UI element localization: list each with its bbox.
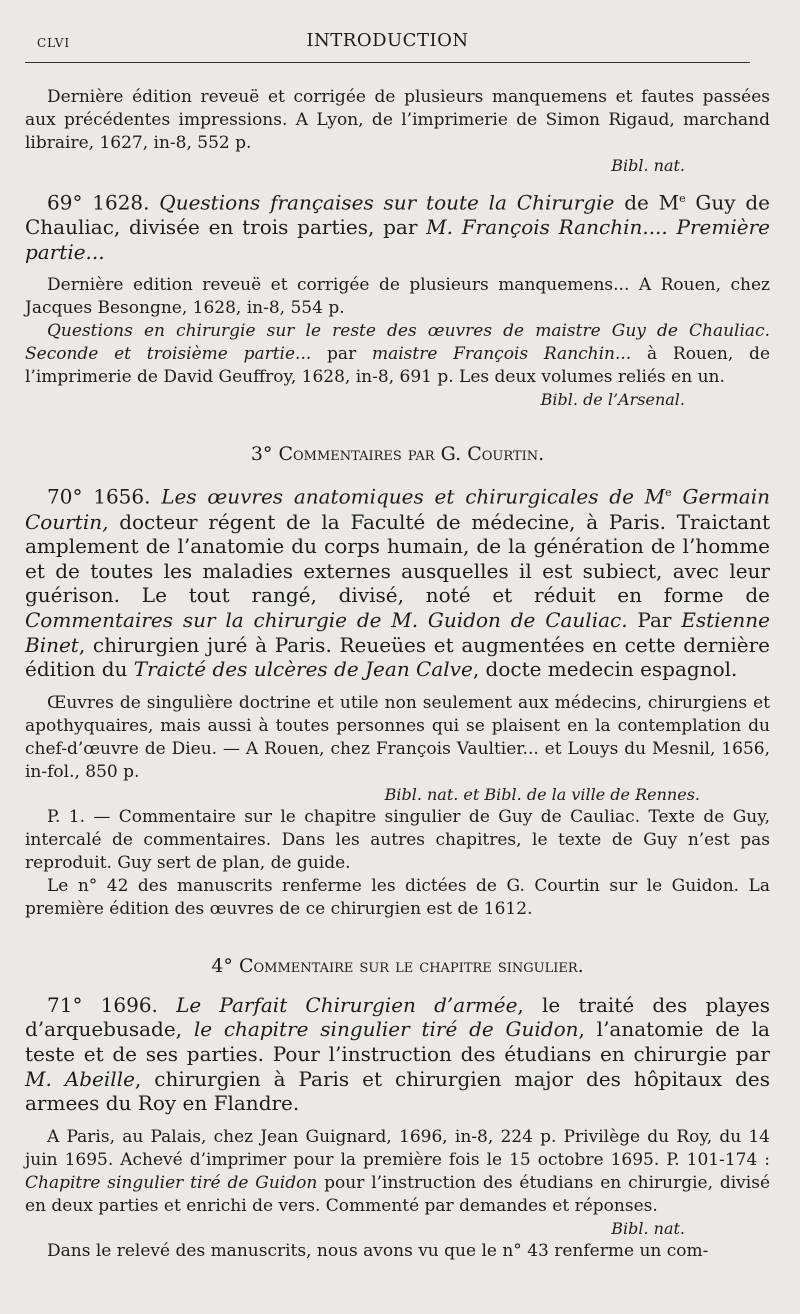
page-body	[25, 86, 770, 1263]
section-heading-4: 4° Commentaire sur le chapitre singulier.	[211, 954, 584, 977]
paragraph-releve: Dans le relevé des manuscrits, nous avons vu que le n° 43 renferme un com-	[47, 1240, 709, 1261]
entry-71-number: 71° 1696.	[47, 992, 158, 1017]
entry-69-number: 69° 1628.	[47, 190, 150, 215]
paragraph-oeuvres: Œuvres de singulière doctrine et utile non seulement aux médecins, chirurgiens et apothyquaires, mais aussi à toutes personnes qui se plaisent en la contemplation du chef-d’œuvre de Dieu. — A Rouen, chez François Vaultier... et Louys du Mesnil, 1656, in-fol., 850 p.	[25, 692, 770, 782]
running-header	[25, 30, 750, 56]
paragraph-edition-1628: Dernière edition reveuë et corrigée de plusieurs manquemens... A Rouen, chez Jacques Besongne, 1628, in-8, 554 p.	[25, 275, 770, 319]
entry-69: 69° 1628. Questions françaises sur toute la Chirurgie de Me Guy de Chauliac, divisée en trois parties, par M. François Ranchin.... Première partie...	[25, 190, 771, 264]
entry-69-title: Questions françaises sur toute la Chirurgie	[159, 190, 615, 215]
page-folio: CLVI	[37, 36, 71, 50]
running-title: INTRODUCTION	[306, 30, 469, 51]
entry-70-number: 70° 1656.	[47, 485, 151, 510]
entry-69-author: M. François Ranchin.... Première partie...	[25, 215, 770, 264]
reference-arsenal: Bibl. de l’Arsenal.	[540, 390, 685, 410]
paragraph-commentaire: P. 1. — Commentaire sur le chapitre singulier de Guy de Cauliac. Texte de Guy, intercalé de commentaires. Dans les autres chapitres, le texte de Guy n’est pas reproduit. Guy sert de plan, de guide.	[25, 806, 770, 873]
paragraph-edition-1627: Dernière édition reveuë et corrigée de plusieurs manquemens et fautes passées aux précédentes impressions. A Lyon, de l’imprimerie de Simon Rigaud, marchand libraire, 1627, in-8, 552 p.	[25, 87, 770, 153]
entry-71: 71° 1696. Le Parfait Chirurgien d’armée, le traité des playes d’arquebusade, le chapitre singulier tiré de Guidon, l’anatomie de la teste et de ses parties. Pour l’instruction des étudians en chirurgie par M. Abeille, chirurgien à Paris et chirurgien major des hôpitaux des armees du Roy en Flandre.	[25, 992, 771, 1116]
section-heading-3: 3° Commentaires par G. Courtin.	[250, 443, 545, 466]
paragraph-manuscrit-42: Le n° 42 des manuscrits renferme les dictées de G. Courtin sur le Guidon. La première édition des œuvres de ce chirurgien est de 1612.	[25, 875, 770, 919]
reference-rennes: Bibl. nat. et Bibl. de la ville de Rennes.	[384, 784, 700, 804]
reference-bibl-nat: Bibl. nat.	[611, 156, 685, 175]
entry-70: 70° 1656. Les œuvres anatomiques et chirurgicales de Me Germain Courtin, docteur régent de la Faculté de médecine, à Paris. Traictant amplement de l’anatomie du corps humain, de la génération de l’homme et de toutes les maladies externes ausquelles il est subiect, avec leur guérison. Le tout rangé, divisé, noté et réduit en forme de Commentaires sur la chirurgie de M. Guidon de Cauliac. Par Estienne Binet, chirurgien juré à Paris. Reueües et augmentées en cette dernière édition du Traicté des ulcères de Jean Calve, docte medecin espagnol.	[25, 485, 771, 682]
header-rule	[25, 62, 750, 63]
reference-bibl-nat-2: Bibl. nat.	[611, 1218, 685, 1238]
paragraph-paris-1696: A Paris, au Palais, chez Jean Guignard, 1696, in-8, 224 p. Privilège du Roy, du 14 juin 1695. Achevé d’imprimer pour la première fois le 15 octobre 1695. P. 101-174 : Chapitre singulier tiré de Guidon pour l’instruction des étudians en chirurgie, divisé en deux parties et enrichi de vers. Commenté par demandes et réponses.	[25, 1126, 770, 1216]
paragraph-second-part: Questions en chirurgie sur le reste des œuvres de maistre Guy de Chauliac. Seconde et troisième partie... par maistre François Ranchin... à Rouen, de l’imprimerie de David Geuffroy, 1628, in-8, 691 p. Les deux volumes reliés en un.	[25, 321, 771, 388]
